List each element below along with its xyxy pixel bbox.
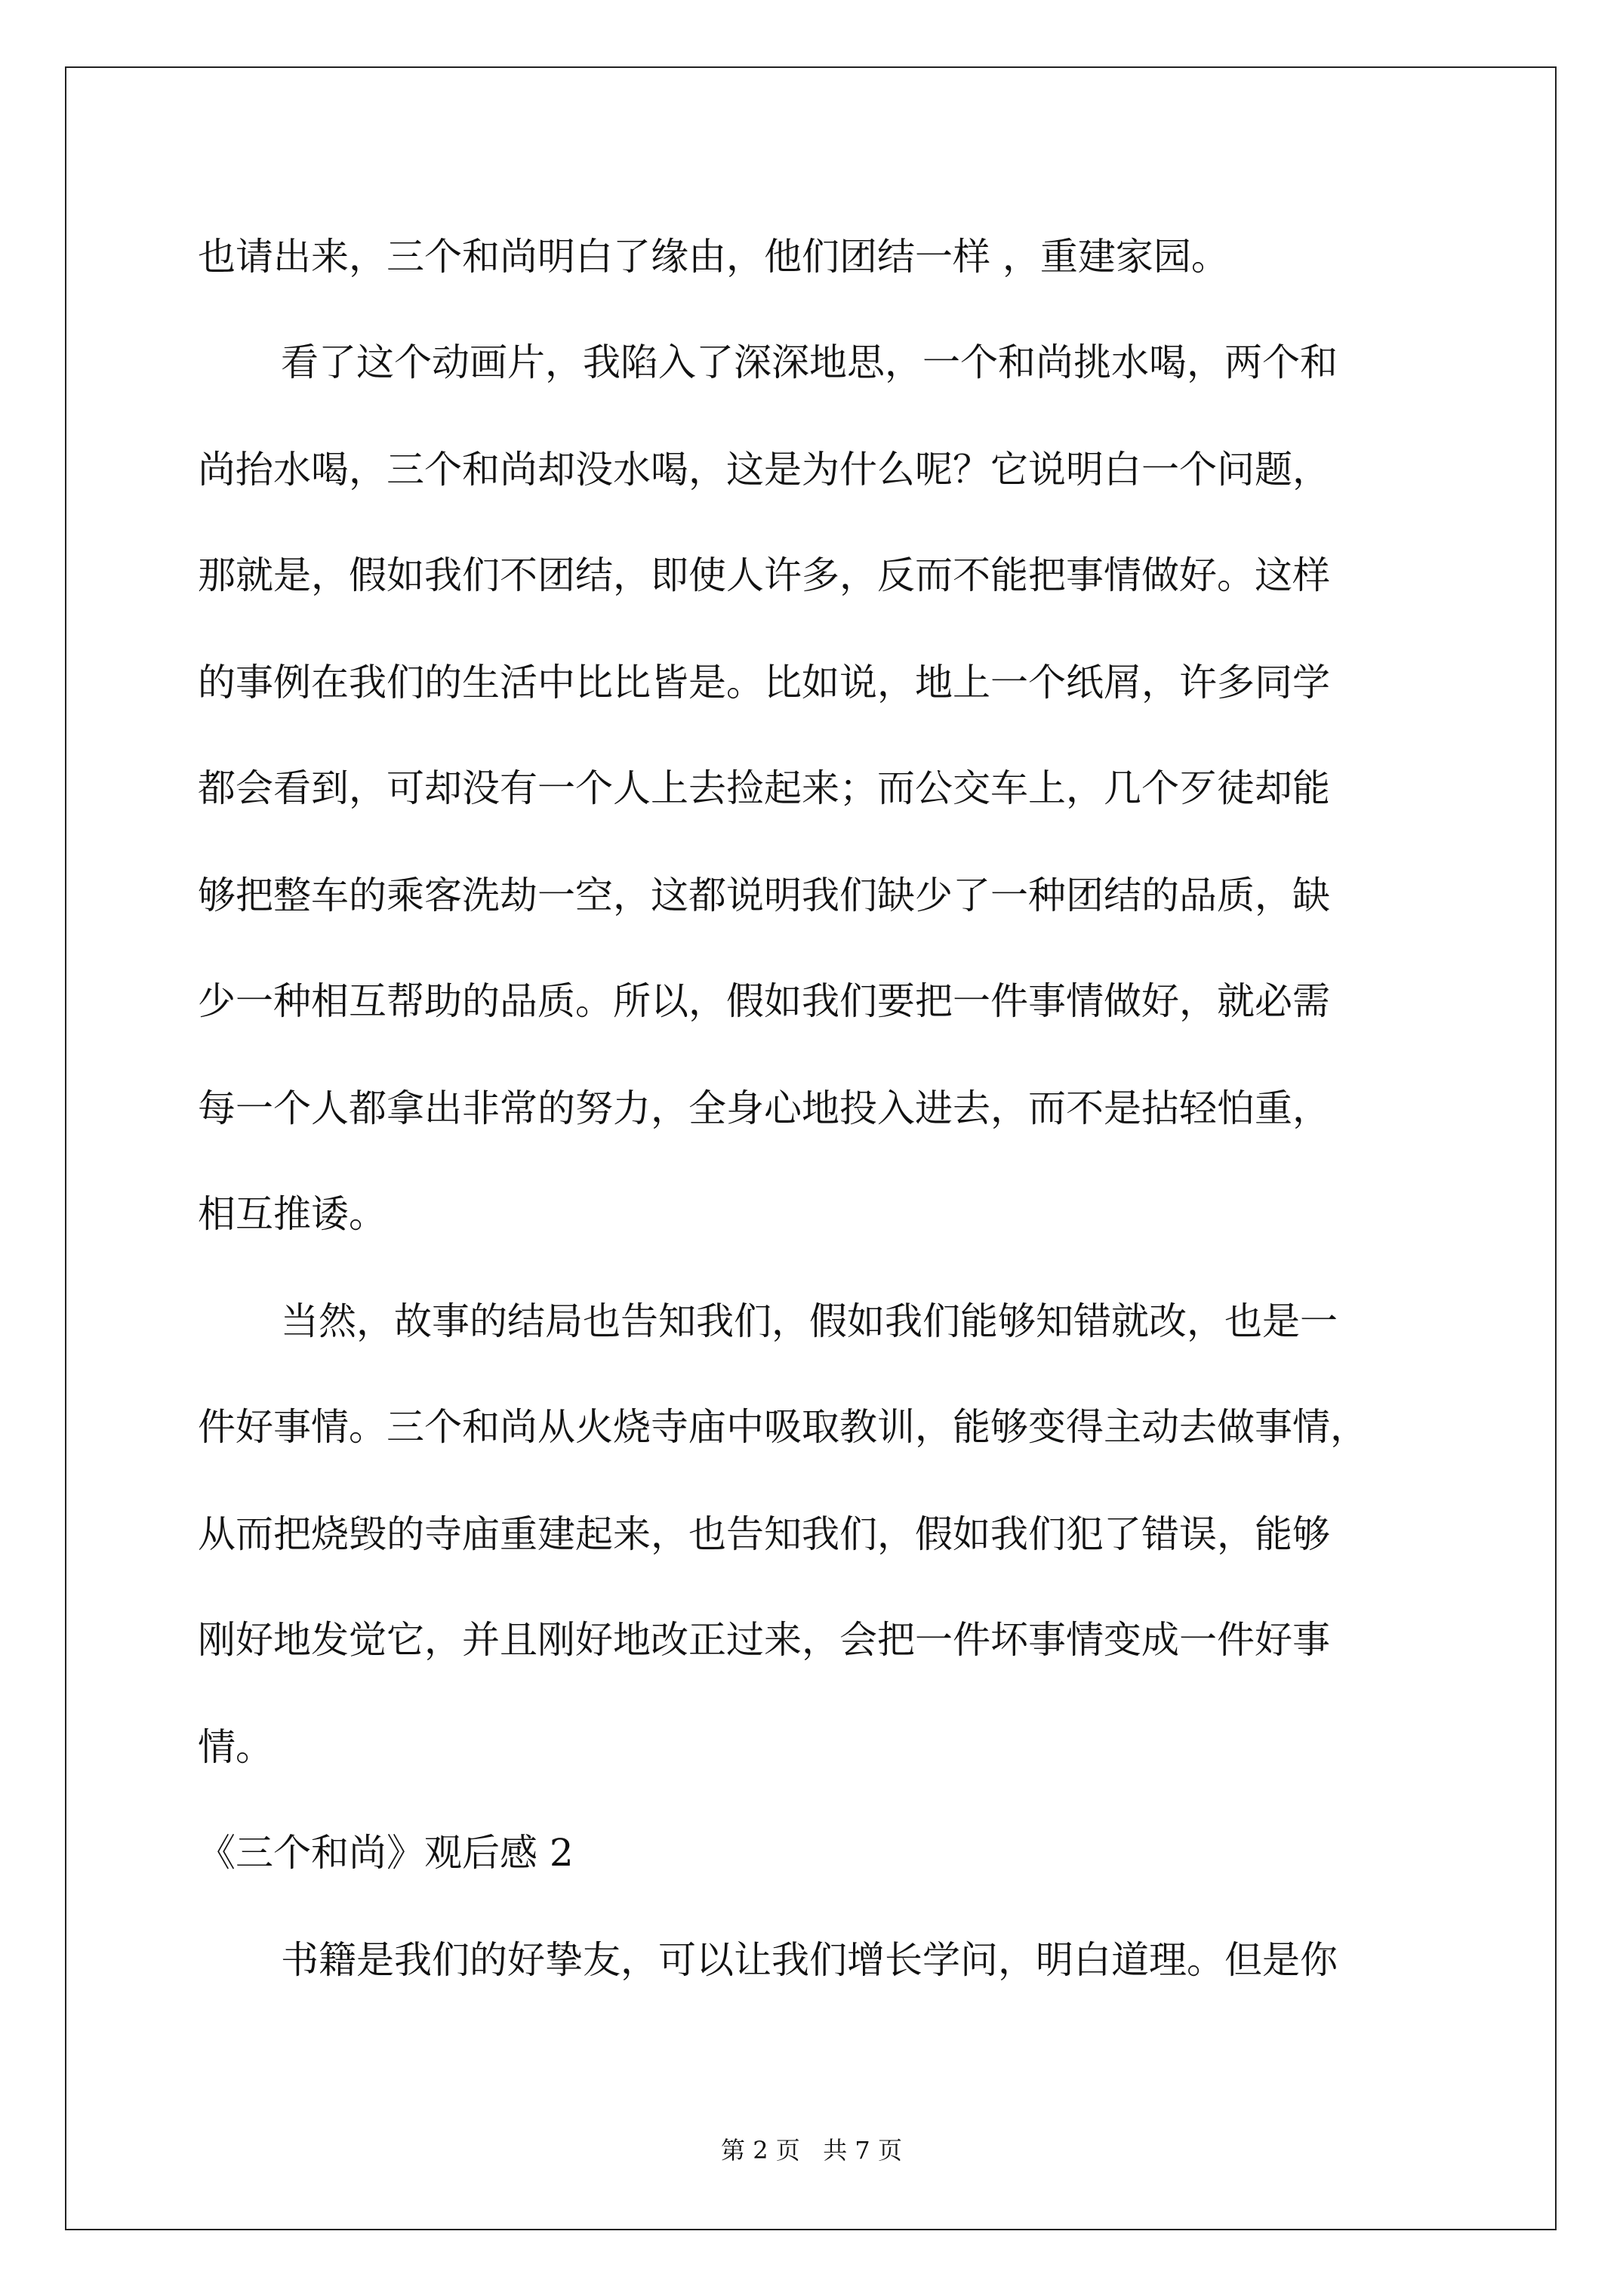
text-line-8: 少一种相互帮助的品质。所以，假如我们要把一件事情做好，就必需 [198, 979, 1330, 1023]
text-line-17: 书籍是我们的好挚友，可以让我们增长学问，明白道理。但是你 [281, 1938, 1338, 1982]
text-line-2: 看了这个动画片，我陷入了深深地思，一个和尚挑水喝，两个和 [281, 341, 1338, 384]
text-line-12: 件好事情。三个和尚从火烧寺庙中吸取教训，能够变得主动去做事情， [198, 1405, 1368, 1449]
text-line-6: 都会看到，可却没有一个人上去捡起来；而公交车上，几个歹徒却能 [198, 766, 1330, 810]
text-line-1: 也请出来，三个和尚明白了缘由，他们团结一样 ，重建家园。 [198, 235, 1229, 279]
text-line-9: 每一个人都拿出非常的努力，全身心地投入进去，而不是拈轻怕重， [198, 1086, 1330, 1130]
page-frame [65, 66, 1557, 2230]
text-line-14: 刚好地发觉它，并且刚好地改正过来，会把一件坏事情变成一件好事 [198, 1618, 1330, 1662]
text-line-15: 情。 [198, 1725, 273, 1769]
text-line-5: 的事例在我们的生活中比比皆是。比如说，地上一个纸屑，许多同学 [198, 661, 1330, 704]
text-line-7: 够把整车的乘客洗劫一空，这都说明我们缺少了一种团结的品质，缺 [198, 874, 1330, 917]
text-line-3: 尚抬水喝，三个和尚却没水喝，这是为什么呢？它说明白一个问题， [198, 448, 1330, 492]
text-line-10: 相互推诿。 [198, 1192, 387, 1236]
section-heading: 《三个和尚》观后感 2 [198, 1831, 574, 1875]
text-line-13: 从而把烧毁的寺庙重建起来，也告知我们，假如我们犯了错误，能够 [198, 1512, 1330, 1556]
text-line-11: 当然，故事的结局也告知我们，假如我们能够知错就改，也是一 [281, 1299, 1338, 1343]
page-number-footer: 第 2 页 共 7 页 [721, 2136, 902, 2165]
text-line-4: 那就是，假如我们不团结，即使人许多，反而不能把事情做好。这样 [198, 553, 1330, 597]
